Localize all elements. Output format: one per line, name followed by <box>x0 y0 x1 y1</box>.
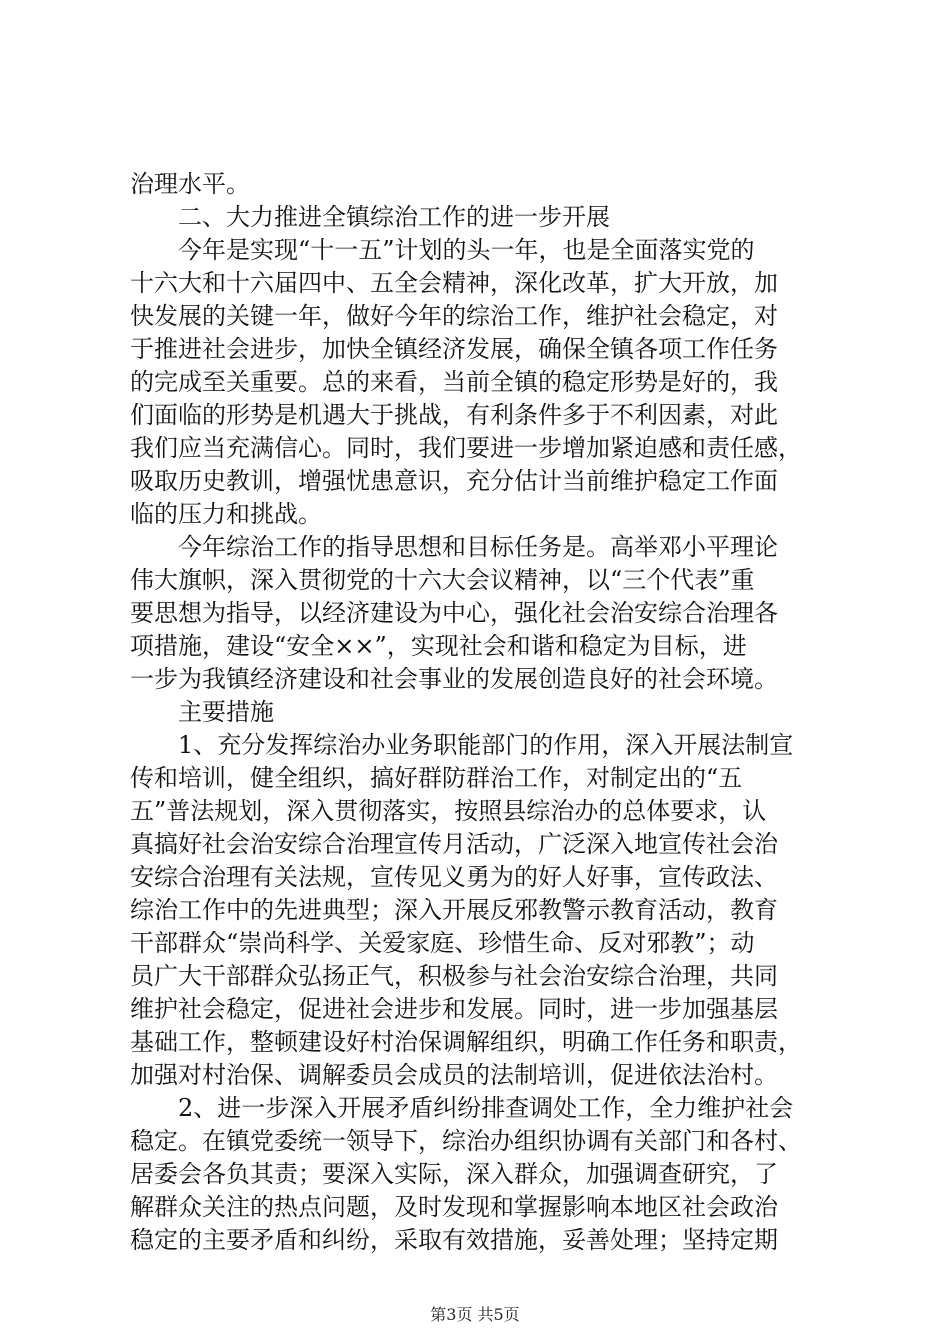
text-line: 项措施，建设“安全××”，实现社会和谐和稳定为目标，进 <box>130 632 747 660</box>
text-line: 们面临的形势是机遇大于挑战，有利条件多于不利因素，对此 <box>130 401 778 429</box>
text-line: 一步为我镇经济建设和社会事业的发展创造良好的社会环境。 <box>130 665 778 693</box>
text-line: 1、充分发挥综治办业务职能部门的作用，深入开展法制宣 <box>178 731 794 759</box>
text-line: 治理水平。 <box>130 170 250 198</box>
text-line: 安综合治理有关法规，宣传见义勇为的好人好事，宣传政法、 <box>130 863 778 891</box>
text-line: 加强对村治保、调解委员会成员的法制培训，促进依法治村。 <box>130 1061 778 1089</box>
text-line: 临的压力和挑战。 <box>130 500 322 528</box>
text-line: 维护社会稳定，促进社会进步和发展。同时，进一步加强基层 <box>130 995 778 1023</box>
text-line: 二、大力推进全镇综治工作的进一步开展 <box>178 203 610 231</box>
text-line: 真搞好社会治安综合治理宣传月活动，广泛深入地宣传社会治 <box>130 830 778 858</box>
text-line: 我们应当充满信心。同时，我们要进一步增加紧迫感和责任感， <box>130 434 802 462</box>
document-body <box>130 168 830 1257</box>
text-line: 干部群众“崇尚科学、关爱家庭、珍惜生命、反对邪教”；动 <box>130 929 755 957</box>
text-line: 吸取历史教训，增强忧患意识，充分估计当前维护稳定工作面 <box>130 467 778 495</box>
text-line: 今年是实现“十一五”计划的头一年，也是全面落实党的 <box>178 236 755 264</box>
text-line: 于推进社会进步，加快全镇经济发展，确保全镇各项工作任务 <box>130 335 778 363</box>
page-footer: 第3页 共5页 <box>430 1305 520 1324</box>
text-line: 今年综治工作的指导思想和目标任务是。高举邓小平理论 <box>178 533 778 561</box>
text-line: 快发展的关键一年，做好今年的综治工作，维护社会稳定，对 <box>130 302 778 330</box>
text-line: 十六大和十六届四中、五全会精神，深化改革，扩大开放，加 <box>130 269 778 297</box>
text-line: 五”普法规划，深入贯彻落实，按照县综治办的总体要求，认 <box>130 797 767 825</box>
text-line: 稳定的主要矛盾和纠纷，采取有效措施，妥善处理；坚持定期 <box>130 1226 778 1254</box>
text-line: 员广大干部群众弘扬正气，积极参与社会治安综合治理，共同 <box>130 962 778 990</box>
text-line: 传和培训，健全组织，搞好群防群治工作，对制定出的“五 <box>130 764 743 792</box>
text-line: 2、进一步深入开展矛盾纠纷排查调处工作，全力维护社会 <box>178 1094 794 1122</box>
text-line: 伟大旗帜，深入贯彻党的十六大会议精神，以“三个代表”重 <box>130 566 755 594</box>
text-line: 主要措施 <box>178 698 274 726</box>
text-line: 的完成至关重要。总的来看，当前全镇的稳定形势是好的，我 <box>130 368 778 396</box>
text-line: 要思想为指导，以经济建设为中心，强化社会治安综合治理各 <box>130 599 778 627</box>
text-line: 综治工作中的先进典型；深入开展反邪教警示教育活动，教育 <box>130 896 778 924</box>
text-line: 解群众关注的热点问题，及时发现和掌握影响本地区社会政治 <box>130 1193 778 1221</box>
text-line: 居委会各负其责；要深入实际，深入群众，加强调查研究，了 <box>130 1160 778 1188</box>
text-line: 稳定。在镇党委统一领导下，综治办组织协调有关部门和各村、 <box>130 1127 802 1155</box>
text-line: 基础工作，整顿建设好村治保调解组织，明确工作任务和职责， <box>130 1028 802 1056</box>
